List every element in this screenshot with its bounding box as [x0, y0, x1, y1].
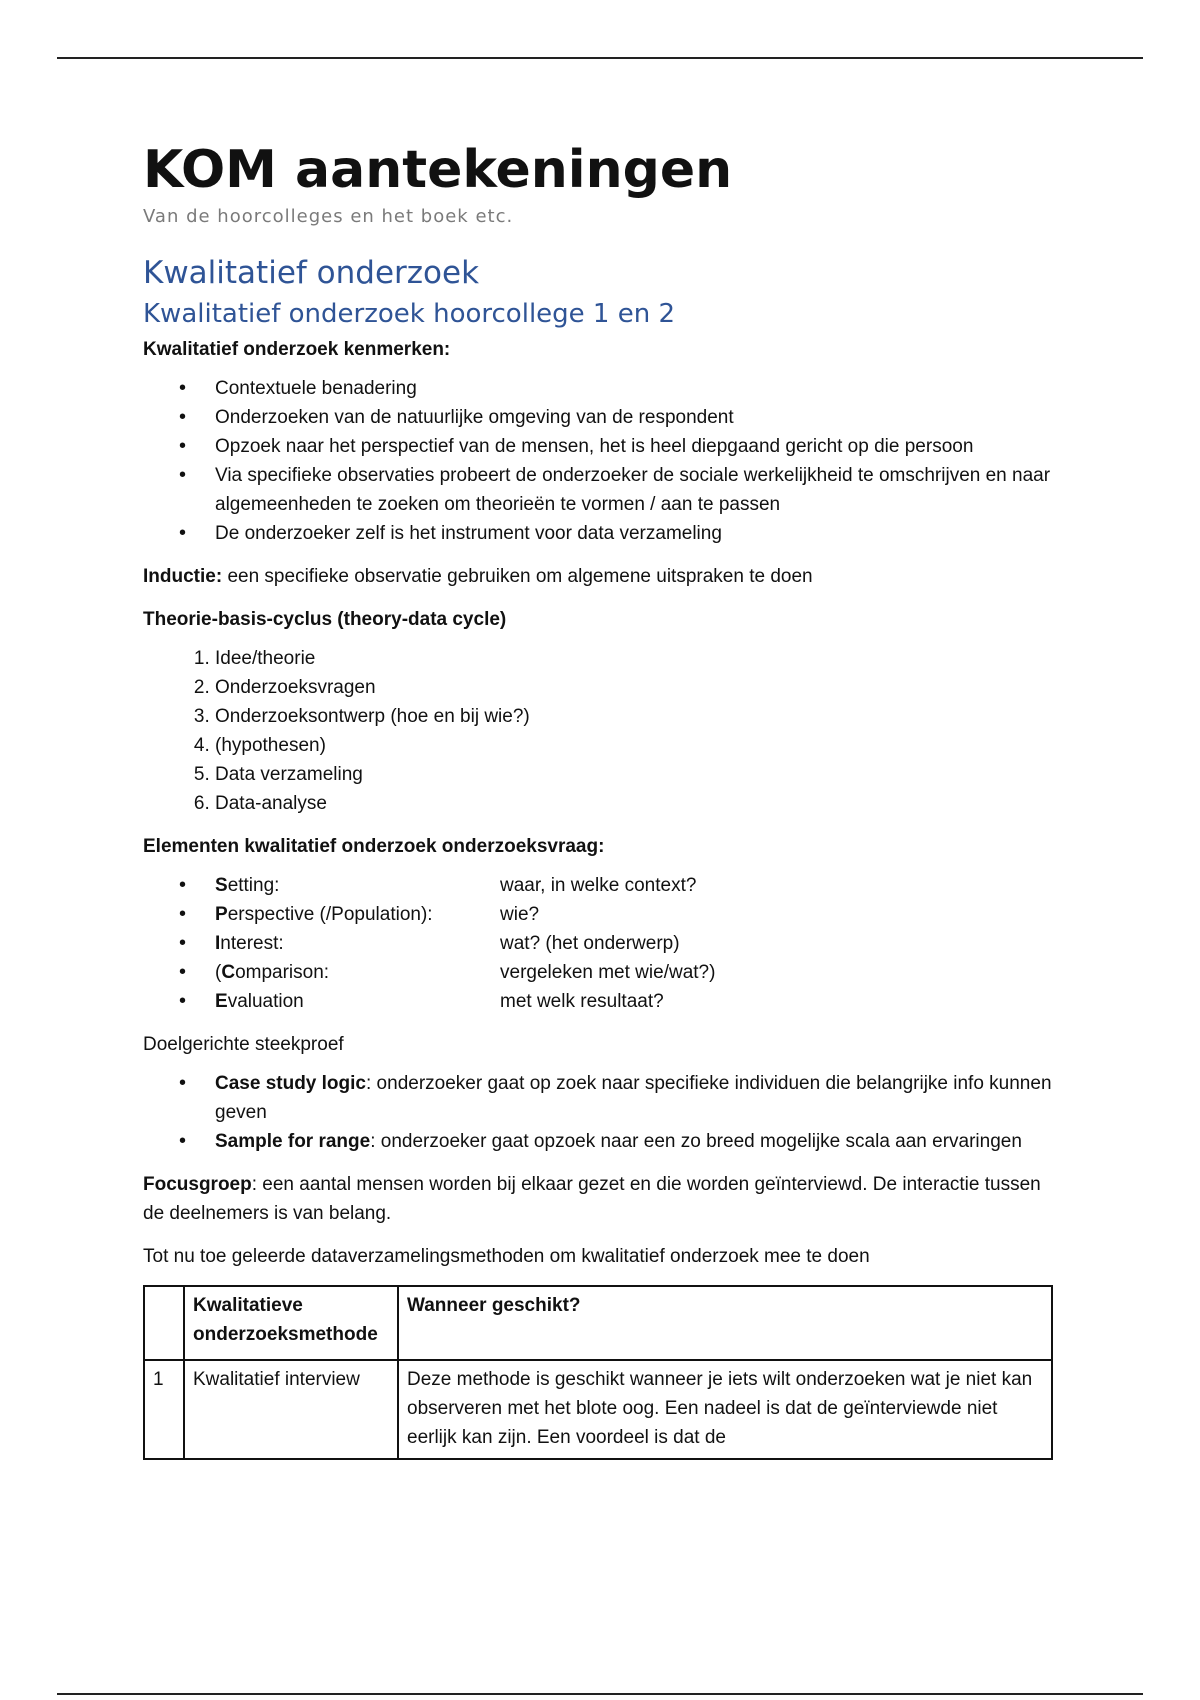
- table-intro: Tot nu toe geleerde dataverzamelingsmethoden om kwalitatief onderzoek mee te doen: [143, 1246, 870, 1267]
- table-header-cell: [144, 1286, 184, 1360]
- list-item: [215, 958, 1058, 987]
- steekproef-label: Doelgerichte steekproef: [143, 1034, 344, 1055]
- list-item: 1. Idee/theorie: [215, 644, 1058, 673]
- element-initial: E: [215, 991, 228, 1012]
- focusgroep-term: Focusgroep: [143, 1174, 252, 1195]
- list-item: 5. Data verzameling: [215, 760, 1058, 789]
- cyclus-label: Theorie-basis-cyclus (theory-data cycle): [143, 609, 507, 630]
- list-item: • Contextuele benadering: [215, 374, 1058, 403]
- element-value: waar, in welke context?: [500, 875, 697, 896]
- methods-table: [143, 1285, 1053, 1460]
- element-initial: I: [215, 933, 221, 954]
- element-name: valuation: [227, 991, 304, 1012]
- element-initial: P: [215, 904, 228, 925]
- inductie-term: Inductie:: [143, 566, 223, 587]
- element-value: wie?: [500, 904, 540, 925]
- heading-1: Kwalitatief onderzoek: [143, 255, 480, 291]
- elementen-list: [143, 871, 1058, 1016]
- list-item: 2. Onderzoeksvragen: [215, 673, 1058, 702]
- list-item: [215, 871, 1058, 900]
- table-header-row: [144, 1286, 1052, 1360]
- steekproef-text: : onderzoeker gaat op zoek naar specifieke individuen die belangrijke info kunnen geven: [215, 1073, 1052, 1123]
- list-item: 3. Onderzoeksontwerp (hoe en bij wie?): [215, 702, 1058, 731]
- list-item: • Onderzoeken van de natuurlijke omgeving van de respondent: [215, 403, 1058, 432]
- table-row: [144, 1360, 1052, 1459]
- cyclus-list: [143, 644, 1058, 818]
- table-header-cell: Wanneer geschikt?: [398, 1286, 1052, 1360]
- list-item: [215, 1127, 1058, 1156]
- inductie-text: een specifieke observatie gebruiken om algemene uitspraken te doen: [222, 566, 813, 587]
- document-page: [143, 140, 1058, 1460]
- steekproef-term: Case study logic: [215, 1073, 366, 1094]
- table-cell: Kwalitatief interview: [184, 1360, 398, 1459]
- list-item: [215, 1069, 1058, 1127]
- bottom-rule: [57, 1693, 1143, 1695]
- list-item: • De onderzoeker zelf is het instrument voor data verzameling: [215, 519, 1058, 548]
- kenmerken-list: [143, 374, 1058, 548]
- element-prefix: (: [215, 962, 222, 983]
- heading-2: Kwalitatief onderzoek hoorcollege 1 en 2: [143, 299, 676, 329]
- table-cell: 1: [144, 1360, 184, 1459]
- inductie-paragraph: [143, 562, 1058, 591]
- list-item: 4. (hypothesen): [215, 731, 1058, 760]
- list-item: 6. Data-analyse: [215, 789, 1058, 818]
- steekproef-list: [143, 1069, 1058, 1156]
- list-item: [215, 987, 1058, 1016]
- steekproef-text: : onderzoeker gaat opzoek naar een zo breed mogelijke scala aan ervaringen: [370, 1131, 1022, 1152]
- element-initial: C: [221, 962, 236, 983]
- focusgroep-paragraph: [143, 1170, 1058, 1228]
- element-name: erspective (/Population):: [227, 904, 433, 925]
- table-header-cell: Kwalitatieve onderzoeksmethode: [184, 1286, 398, 1360]
- list-item: • Opzoek naar het perspectief van de mensen, het is heel diepgaand gericht op die persoon: [215, 432, 1058, 461]
- list-item: [215, 900, 1058, 929]
- table-cell: Deze methode is geschikt wanneer je iets wilt onderzoeken wat je niet kan observeren met het blote oog. Een nadeel is dat de geïnterviewde niet eerlijk kan zijn. Een voordeel is dat de: [398, 1360, 1052, 1459]
- list-item: • Via specifieke observaties probeert de onderzoeker de sociale werkelijkheid te omschrijven en naar algemeenheden te zoeken om theorieën te vormen / aan te passen: [215, 461, 1058, 519]
- element-name: etting:: [227, 875, 280, 896]
- list-item: [215, 929, 1058, 958]
- element-name: omparison:: [235, 962, 330, 983]
- element-value: vergeleken met wie/wat?): [500, 962, 716, 983]
- focusgroep-text: : een aantal mensen worden bij elkaar gezet en die worden geïnterviewd. De interactie tussen de deelnemers is van belang.: [143, 1174, 1041, 1224]
- element-initial: S: [215, 875, 228, 896]
- steekproef-term: Sample for range: [215, 1131, 371, 1152]
- document-subtitle: Van de hoorcolleges en het boek etc.: [143, 206, 514, 227]
- elementen-label: Elementen kwalitatief onderzoek onderzoeksvraag:: [143, 836, 605, 857]
- kenmerken-label: Kwalitatief onderzoek kenmerken:: [143, 339, 451, 360]
- element-name: nterest:: [220, 933, 284, 954]
- element-value: met welk resultaat?: [500, 991, 664, 1012]
- top-rule: [57, 57, 1143, 59]
- element-value: wat? (het onderwerp): [500, 933, 680, 954]
- document-title: KOM aantekeningen: [143, 140, 733, 200]
